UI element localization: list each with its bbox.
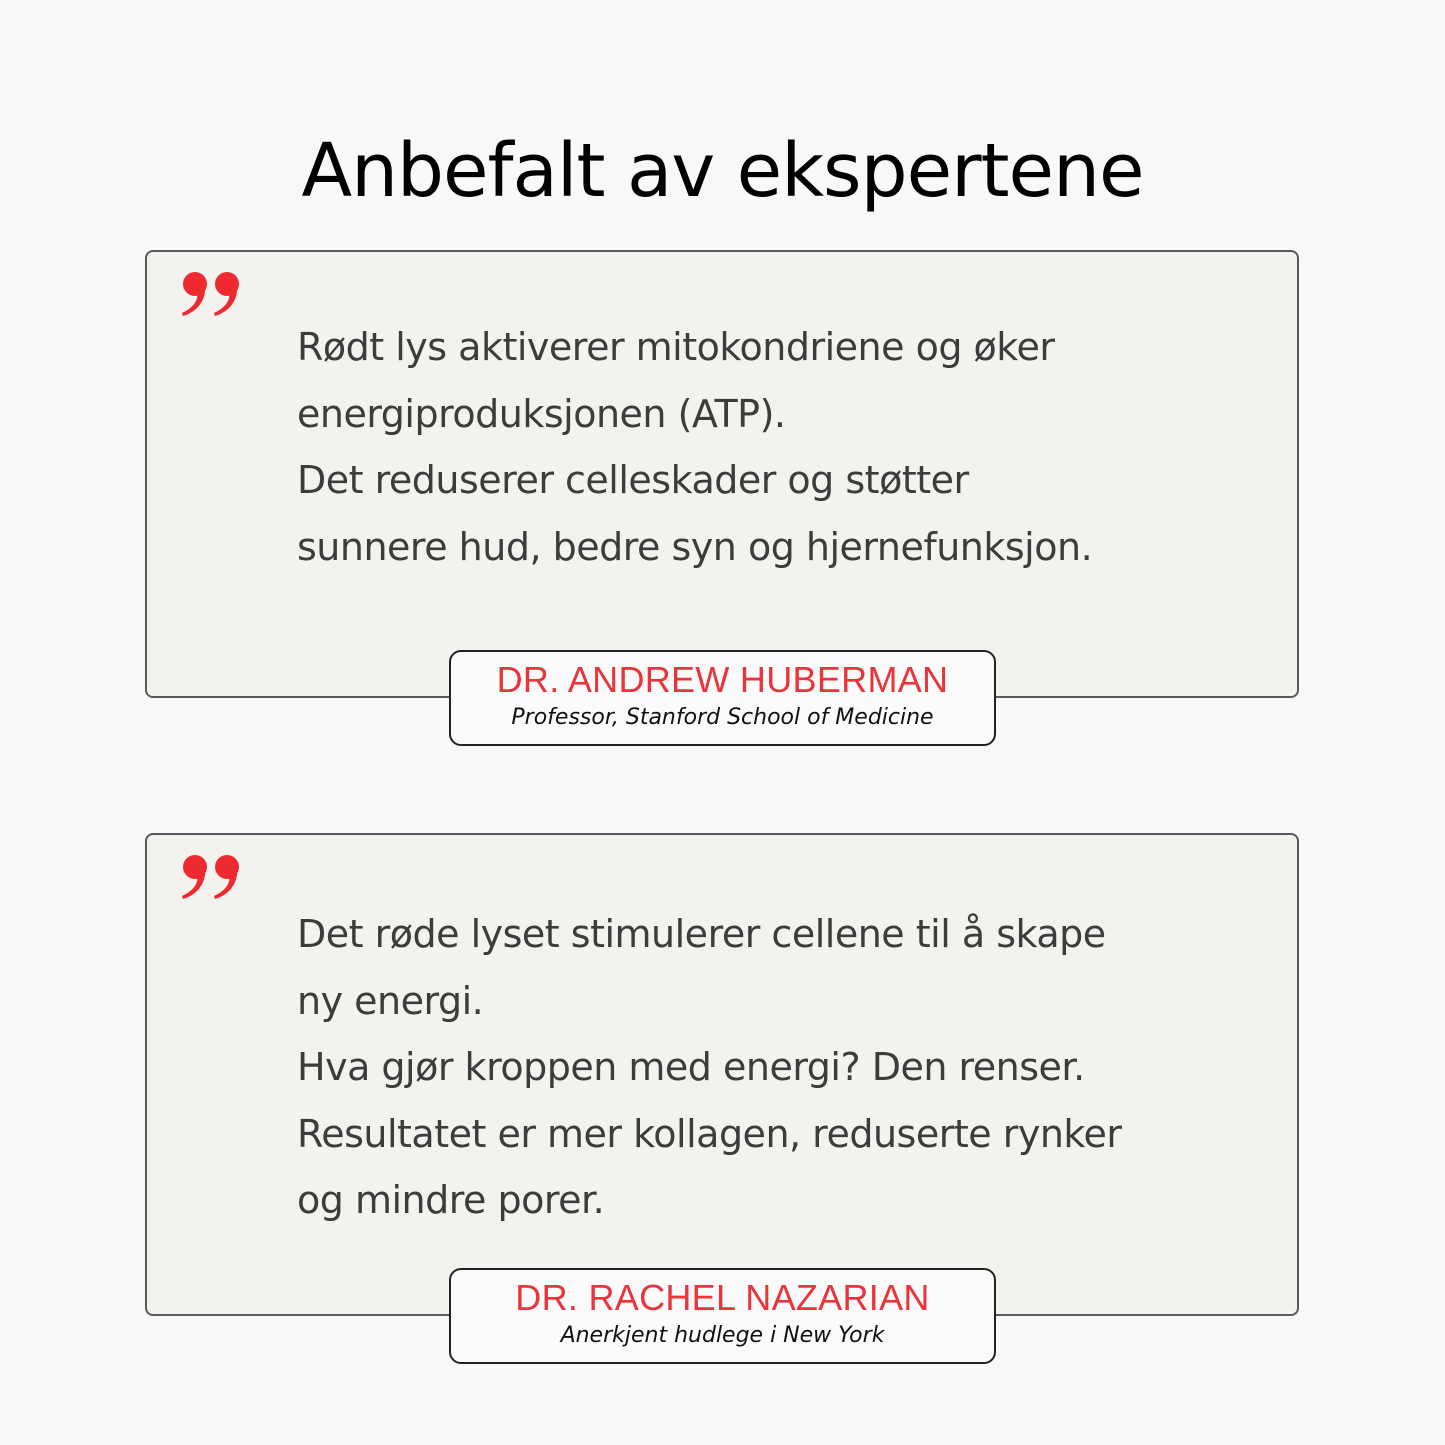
author-name: DR. ANDREW HUBERMAN — [496, 659, 949, 700]
quote-line: Det reduserer celleskader og støtter — [297, 458, 969, 502]
testimonial-card — [145, 250, 1299, 698]
quote-line: Det røde lyset stimulerer cellene til å skape — [297, 912, 1106, 956]
author-badge — [449, 1268, 996, 1364]
author-role: Professor, Stanford School of Medicine — [511, 705, 934, 730]
author-badge — [449, 650, 996, 746]
testimonial-quote — [297, 901, 1257, 1234]
quote-line: Resultatet er mer kollagen, reduserte rynker — [297, 1111, 1122, 1156]
quote-icon — [181, 270, 245, 326]
quote-line: og mindre porer. — [297, 1178, 605, 1222]
page-title: Anbefalt av ekspertene — [301, 127, 1144, 214]
quote-icon — [181, 853, 245, 909]
quote-line: Rødt lys aktiverer mitokondriene og øker — [297, 325, 1055, 369]
testimonial-quote — [297, 314, 1257, 580]
quote-line: sunnere hud, bedre syn og hjernefunksjon. — [297, 524, 1093, 569]
quote-line: ny energi. — [297, 978, 484, 1023]
author-role: Anerkjent hudlege i New York — [560, 1323, 885, 1348]
testimonial-card — [145, 833, 1299, 1316]
quote-line: energiproduksjonen (ATP). — [297, 391, 786, 436]
author-name: DR. RACHEL NAZARIAN — [515, 1277, 930, 1318]
quote-line: Hva gjør kroppen med energi? Den renser. — [297, 1045, 1085, 1089]
